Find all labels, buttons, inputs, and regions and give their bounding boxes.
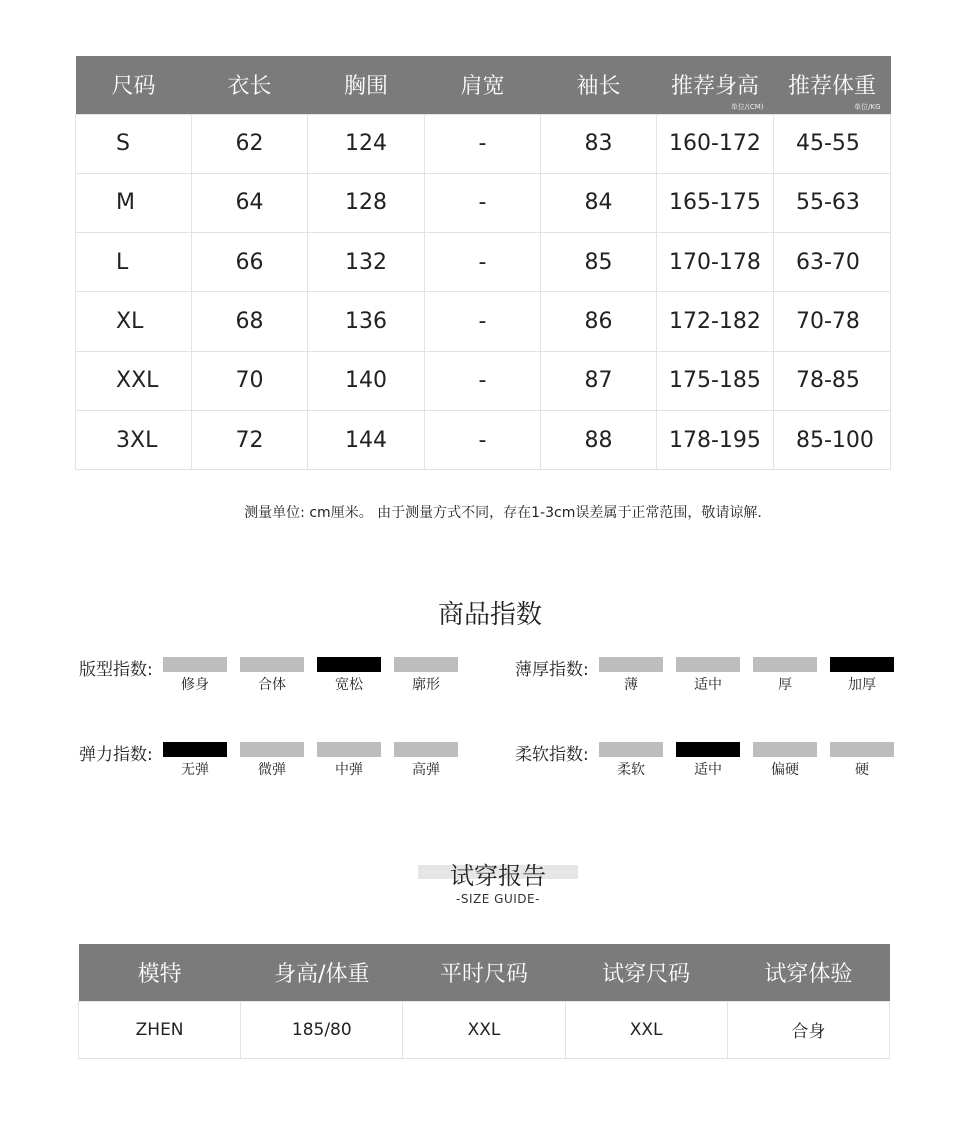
header-shoulder: 肩宽: [425, 56, 541, 114]
fit-index-group: [79, 655, 469, 695]
header-chest: 胸围: [308, 56, 425, 114]
index-bar: [676, 742, 740, 757]
header-length: 衣长: [192, 56, 308, 114]
report-subtitle: -SIZE GUIDE-: [456, 892, 540, 906]
index-bar: [394, 657, 458, 672]
report-title-block: [418, 856, 578, 888]
header-recommended-weight: 推荐体重 单位/KG: [774, 56, 891, 114]
elasticity-option: [394, 740, 458, 780]
thickness-option-label: 薄: [624, 677, 638, 693]
report-title: 试穿报告: [450, 862, 546, 890]
fit-option: [240, 655, 304, 695]
weight-cell: 85-100: [774, 410, 891, 469]
weight-unit: 单位/KG: [854, 102, 881, 111]
weight-cell: 45-55: [774, 114, 891, 173]
chest-cell: 132: [308, 233, 425, 292]
thickness-index-group: [515, 655, 905, 695]
shoulder-cell: -: [425, 173, 541, 232]
size-table: [75, 56, 891, 470]
table-row: [76, 292, 891, 351]
fit-option-label: 合体: [258, 677, 286, 693]
chest-cell: 124: [308, 114, 425, 173]
softness-index-group: [515, 740, 905, 780]
length-cell: 68: [192, 292, 308, 351]
thickness-option-label: 加厚: [848, 677, 876, 693]
model-cell: ZHEN: [79, 1001, 241, 1058]
thickness-option: [599, 655, 663, 695]
header-usual-size: 平时尺码: [403, 944, 565, 1001]
elasticity-option: [163, 740, 227, 780]
height-weight-cell: 185/80: [241, 1001, 403, 1058]
index-bar: [317, 742, 381, 757]
size-cell: XL: [76, 292, 192, 351]
shoulder-cell: -: [425, 351, 541, 410]
length-cell: 62: [192, 114, 308, 173]
chest-cell: 140: [308, 351, 425, 410]
index-bar: [676, 657, 740, 672]
thickness-index-label: 薄厚指数:: [515, 660, 589, 680]
height-cell: 172-182: [657, 292, 774, 351]
chest-cell: 144: [308, 410, 425, 469]
softness-option-label: 硬: [855, 762, 869, 778]
table-row: [79, 1001, 890, 1058]
fit-experience-cell: 合身: [727, 1001, 889, 1058]
report-header-row: [79, 944, 890, 1001]
elasticity-option: [240, 740, 304, 780]
height-unit: 单位/(CM): [730, 102, 764, 111]
elasticity-option-label: 中弹: [335, 762, 363, 778]
height-cell: 178-195: [657, 410, 774, 469]
elasticity-option-label: 微弹: [258, 762, 286, 778]
thickness-option: [676, 655, 740, 695]
usual-size-cell: XXL: [403, 1001, 565, 1058]
table-row: [76, 233, 891, 292]
thickness-option: [753, 655, 817, 695]
index-bar: [599, 742, 663, 757]
height-cell: 160-172: [657, 114, 774, 173]
weight-cell: 55-63: [774, 173, 891, 232]
header-recommended-height: 推荐身高 单位/(CM): [657, 56, 774, 114]
index-bar: [163, 742, 227, 757]
size-cell: XXL: [76, 351, 192, 410]
elasticity-index-group: [79, 740, 469, 780]
table-row: [76, 410, 891, 469]
index-bar: [753, 742, 817, 757]
size-cell: 3XL: [76, 410, 192, 469]
index-bar: [317, 657, 381, 672]
height-cell: 170-178: [657, 233, 774, 292]
shoulder-cell: -: [425, 292, 541, 351]
thickness-option-label: 厚: [778, 677, 792, 693]
sleeve-cell: 84: [541, 173, 657, 232]
thickness-option: [830, 655, 894, 695]
fit-option-label: 宽松: [335, 677, 363, 693]
shoulder-cell: -: [425, 114, 541, 173]
header-size: 尺码: [76, 56, 192, 114]
softness-option-label: 适中: [694, 762, 722, 778]
softness-option: [676, 740, 740, 780]
index-section-title: 商品指数: [437, 600, 542, 630]
softness-option: [599, 740, 663, 780]
report-table: [78, 944, 890, 1059]
height-cell: 165-175: [657, 173, 774, 232]
table-row: [76, 114, 891, 173]
index-bar: [394, 742, 458, 757]
elasticity-option-label: 高弹: [412, 762, 440, 778]
index-bar: [240, 657, 304, 672]
size-table-header-row: [76, 56, 891, 114]
header-tried-size: 试穿尺码: [565, 944, 727, 1001]
index-bar: [753, 657, 817, 672]
weight-cell: 78-85: [774, 351, 891, 410]
header-sleeve: 袖长: [541, 56, 657, 114]
table-row: [76, 173, 891, 232]
index-bar: [599, 657, 663, 672]
fit-option: [394, 655, 458, 695]
sleeve-cell: 87: [541, 351, 657, 410]
elasticity-option-label: 无弹: [181, 762, 209, 778]
size-cell: M: [76, 173, 192, 232]
elasticity-option: [317, 740, 381, 780]
length-cell: 70: [192, 351, 308, 410]
index-bar: [240, 742, 304, 757]
length-cell: 72: [192, 410, 308, 469]
fit-index-label: 版型指数:: [79, 660, 153, 680]
tried-size-cell: XXL: [565, 1001, 727, 1058]
index-bar: [830, 657, 894, 672]
fit-option-label: 廓形: [412, 677, 440, 693]
fit-option: [163, 655, 227, 695]
weight-cell: 63-70: [774, 233, 891, 292]
fit-option-label: 修身: [181, 677, 209, 693]
softness-option: [753, 740, 817, 780]
thickness-option-label: 适中: [694, 677, 722, 693]
chest-cell: 128: [308, 173, 425, 232]
index-bar: [163, 657, 227, 672]
table-row: [76, 351, 891, 410]
header-model: 模特: [79, 944, 241, 1001]
length-cell: 66: [192, 233, 308, 292]
sleeve-cell: 88: [541, 410, 657, 469]
elasticity-index-label: 弹力指数:: [79, 745, 153, 765]
weight-cell: 70-78: [774, 292, 891, 351]
sleeve-cell: 85: [541, 233, 657, 292]
softness-index-label: 柔软指数:: [515, 745, 589, 765]
shoulder-cell: -: [425, 410, 541, 469]
size-cell: S: [76, 114, 192, 173]
length-cell: 64: [192, 173, 308, 232]
softness-option-label: 偏硬: [771, 762, 799, 778]
header-fit-experience: 试穿体验: [727, 944, 889, 1001]
sleeve-cell: 83: [541, 114, 657, 173]
height-cell: 175-185: [657, 351, 774, 410]
chest-cell: 136: [308, 292, 425, 351]
sleeve-cell: 86: [541, 292, 657, 351]
header-height-weight: 身高/体重: [241, 944, 403, 1001]
fit-option: [317, 655, 381, 695]
shoulder-cell: -: [425, 233, 541, 292]
size-cell: L: [76, 233, 192, 292]
softness-option: [830, 740, 894, 780]
index-bar: [830, 742, 894, 757]
measurement-note: 测量单位: cm厘米。 由于测量方式不同，存在1-3cm误差属于正常范围，敬请谅解.: [244, 505, 762, 521]
softness-option-label: 柔软: [617, 762, 645, 778]
